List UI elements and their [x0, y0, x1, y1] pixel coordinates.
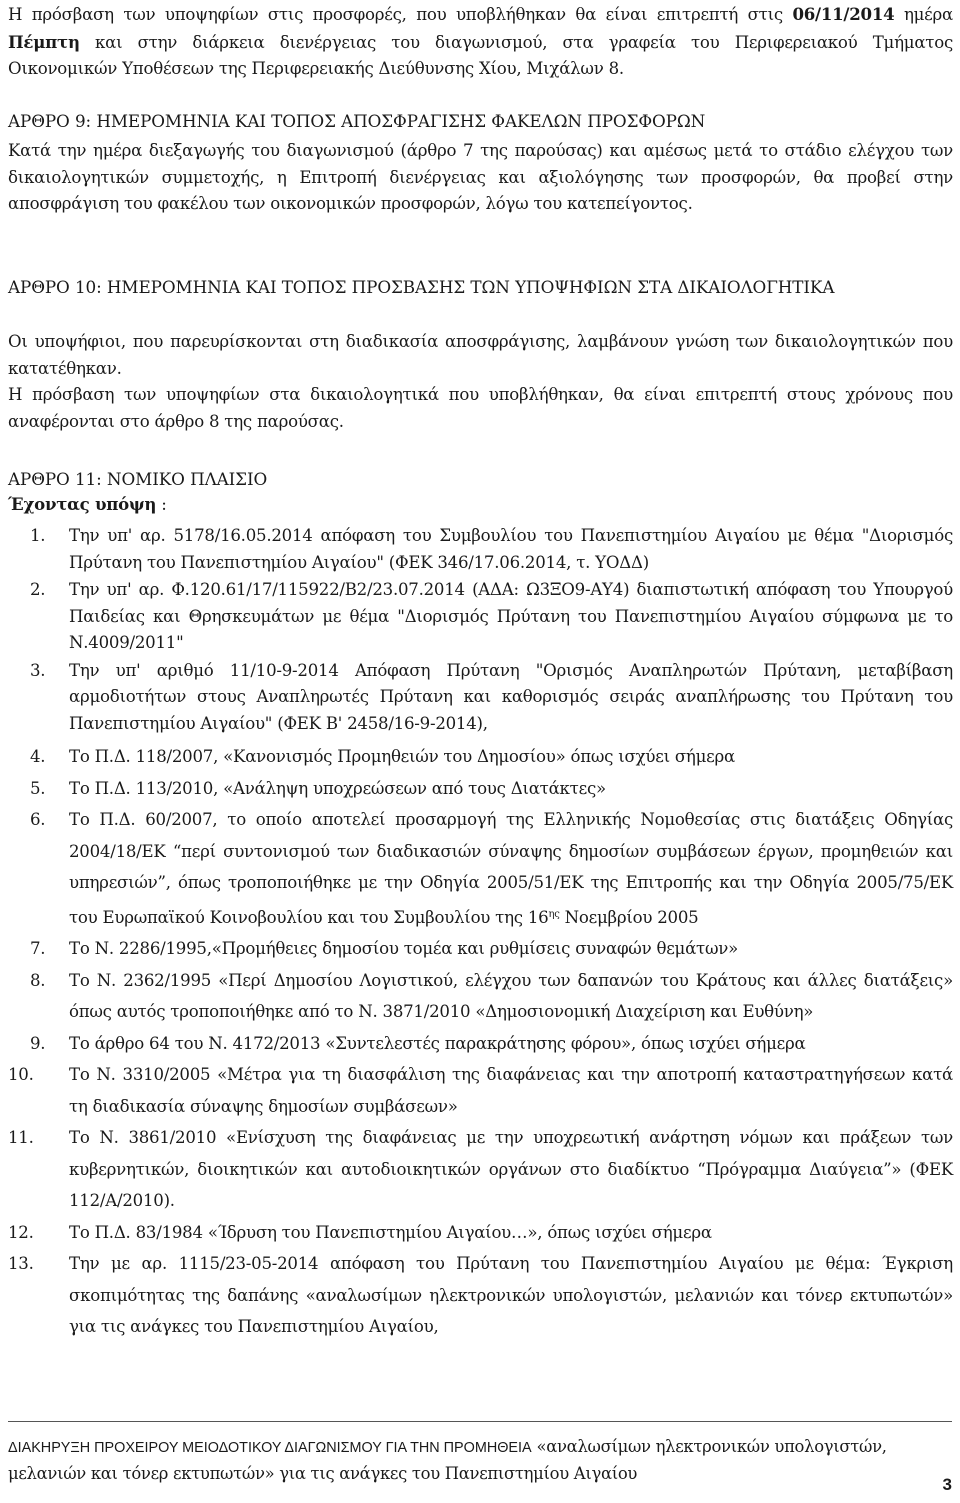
item-number: 7. — [30, 939, 46, 958]
item-text: Το Π.Δ. 118/2007, «Κανονισμός Προμηθειών του Δημοσίου» όπως ισχύει σήμερα — [69, 747, 735, 766]
item-number: 2. — [30, 580, 46, 599]
footer-title: ΔΙΑΚΗΡΥΞΗ ΠΡΟΧΕΙΡΟΥ ΜΕΙΟΔΟΤΙΚΟΥ ΔΙΑΓΩΝΙΣΜΟΥ ΓΙΑ ΤΗΝ ΠΡΟΜΗΘΕΙΑ — [8, 1440, 532, 1456]
item-text: Το Ν. 3861/2010 «Ενίσχυση της διαφάνειας με την υποχρεωτική ανάρτηση νόμων και πράξεων των κυβερνητικών, διοικητικών και αυτοδιοικητικών οργάνων στο διαδίκτυο “Πρόγραμμα Διαύγεια”» (ΦΕΚ 112/Α/2010). — [69, 1128, 953, 1210]
article10-text1: Οι υποψήφιοι, που παρευρίσκονται στη διαδικασία αποσφράγισης, λαμβάνουν γνώση των δικαιολογητικών που κατατέθηκαν. — [8, 332, 953, 378]
access-date: 06/11/2014 — [792, 4, 895, 24]
article11-heading: ΑΡΘΡΟ 11: ΝΟΜΙΚΟ ΠΛΑΙΣΙΟ — [8, 469, 268, 489]
list-item — [8, 965, 953, 1028]
article9-text: Κατά την ημέρα διεξαγωγής του διαγωνισμού (άρθρο 7 της παρούσας) και αμέσως μετά το στάδιο ελέγχου των δικαιολογητικών συμμετοχής, η Επιτροπή διενέργειας και αξιολόγησης των προσφορών, θα προβεί στην αποσφράγιση του φακέλου των οικονομικών προσφορών, λόγω του κατεπείγοντος. — [8, 141, 953, 214]
article10-heading: ΑΡΘΡΟ 10: ΗΜΕΡΟΜΗΝΙΑ ΚΑΙ ΤΟΠΟΣ ΠΡΟΣΒΑΣΗΣ ΤΩΝ ΥΠΟΨΗΦΙΩΝ ΣΤΑ ΔΙΚΑΙΟΛΟΓΗΤΙΚΑ — [8, 277, 835, 297]
intro-text-mid: ημέρα — [894, 5, 953, 24]
article11-lead — [8, 491, 953, 519]
item-text: Το Ν. 2362/1995 «Περί Δημοσίου Λογιστικού, ελέγχου των δαπανών του Κράτους και άλλες διατάξεις» όπως αυτός τροποποιήθηκε από το Ν. 3871/2010 «Δημοσιονομική Διαχείριση και Ευθύνη» — [69, 970, 953, 1021]
item-number: 9. — [30, 1033, 46, 1053]
article10-text2: Η πρόσβαση των υποψηφίων στα δικαιολογητικά που υποβλήθηκαν, θα είναι επιτρεπτή στους χρόνους που αναφέρονται στο άρθρο 8 της παρούσας. — [8, 385, 953, 431]
item-number: 3. — [30, 660, 46, 680]
legal-list-a — [8, 523, 953, 737]
item-number: 10. — [8, 1065, 34, 1084]
page-footer — [8, 1434, 953, 1486]
page-number: 3 — [942, 1475, 952, 1494]
intro-text-end: και στην διάρκεια διενέργειας του διαγωνισμού, στα γραφεία του Περιφερειακού Τμήματος Οικονομικών Υποθέσεων της Περιφερειακής Διεύθυνσης Χίου, Μιχάλων 8. — [8, 32, 953, 79]
item-number: 12. — [8, 1222, 34, 1242]
item-number: 13. — [8, 1254, 34, 1273]
list-item — [8, 1059, 953, 1122]
item-text: Το Π.Δ. 113/2010, «Ανάληψη υποχρεώσεων από τους Διατάκτες» — [69, 778, 606, 798]
legal-list-b — [8, 741, 953, 1343]
item-text: Το Ν. 2286/1995,«Προμήθειες δημοσίου τομέα και ρυθμίσεις συναφών θεμάτων» — [69, 939, 738, 958]
item-number: 11. — [8, 1128, 34, 1147]
list-item — [8, 1217, 953, 1249]
item-text: Το άρθρο 64 του Ν. 4172/2013 «Συντελεστές παρακράτησης φόρου», όπως ισχύει σήμερα — [69, 1033, 806, 1053]
item-number: 6. — [30, 810, 46, 829]
lead-text: Έχοντας υπόψη — [8, 494, 157, 514]
item-text: Την υπ' αρ. 5178/16.05.2014 απόφαση του Συμβουλίου του Πανεπιστημίου Αιγαίου με θέμα "Διορισμός Πρύτανη του Πανεπιστημίου Αιγαίου" (ΦΕΚ 346/17.06.2014, τ. ΥΟΔΔ) — [69, 526, 953, 572]
item-text-tail: Νοεμβρίου 2005 — [559, 907, 699, 927]
footer-subject: «αναλωσίμων ηλεκτρονικών υπολογιστών, μελανιών και τόνερ εκτυπωτών» για τις ανάγκες του Πανεπιστημίου Αιγαίου — [8, 1437, 887, 1483]
item-text: Την υπ' αρ. Φ.120.61/17/115922/Β2/23.07.2014 (ΑΔΑ: Ω3ΞΟ9-ΑΥ4) διαπιστωτική απόφαση του Υπουργού Παιδείας και Θρησκευμάτων με θέμα "Διορισμός Πρύτανη του Πανεπιστημίου Αιγαίου σύμφωνα με το Ν.4009/2011" — [69, 580, 953, 652]
item-text: Το Π.Δ. 83/1984 «Ίδρυση του Πανεπιστημίου Αιγαίου…», όπως ισχύει σήμερα — [69, 1222, 712, 1242]
access-day: Πέμπτη — [8, 31, 80, 52]
item-text: Την με αρ. 1115/23-05-2014 απόφαση του Πρύτανη του Πανεπιστημίου Αιγαίου με θέμα: Έγκριση σκοπιμότητας της δαπάνης «αναλωσίμων ηλεκτρονικών υπολογιστών, μελανιών και τόνερ εκτυπωτών» για τις ανάγκες του Πανεπιστημίου Αιγαίου, — [69, 1254, 953, 1336]
list-item — [8, 773, 953, 805]
item-number: 8. — [30, 970, 46, 990]
item-text: Την υπ' αριθμό 11/10-9-2014 Απόφαση Πρύτανη "Ορισμός Αναπληρωτών Πρύτανη, μεταβίβαση αρμοδιοτήτων στους Αναπληρωτές Πρύτανη και καθορισμός σειράς αναπλήρωσης του Πρύτανη του Πανεπιστημίου Αιγαίου" (ΦΕΚ Β' 2458/16-9-2014), — [69, 660, 953, 733]
item-number: 1. — [30, 526, 46, 545]
list-item — [8, 804, 953, 933]
footer-divider — [8, 1421, 952, 1422]
list-item — [8, 658, 953, 738]
list-item — [8, 1028, 953, 1060]
item-number: 4. — [30, 747, 46, 766]
intro-text-start: Η πρόσβαση των υποψηφίων στις προσφορές, που υποβλήθηκαν θα είναι επιτρεπτή στις — [8, 5, 793, 24]
intro-paragraph — [8, 1, 953, 83]
lead-suffix: : — [156, 495, 167, 514]
list-item — [8, 1248, 953, 1343]
list-item — [8, 1122, 953, 1217]
list-item — [8, 523, 953, 576]
list-item — [8, 577, 953, 657]
article9-heading: ΑΡΘΡΟ 9: ΗΜΕΡΟΜΗΝΙΑ ΚΑΙ ΤΟΠΟΣ ΑΠΟΣΦΡΑΓΙΣΗΣ ΦΑΚΕΛΩΝ ΠΡΟΣΦΟΡΩΝ — [8, 111, 706, 131]
item-number: 5. — [30, 778, 46, 798]
list-item — [8, 933, 953, 965]
list-item — [8, 741, 953, 773]
item-superscript: ης — [548, 908, 560, 920]
item-text: Το Ν. 3310/2005 «Μέτρα για τη διασφάλιση της διαφάνειας και την αποτροπή καταστρατηγήσεων κατά τη διαδικασία σύναψης δημοσίων συμβάσεων» — [69, 1065, 953, 1116]
item-text: Το Π.Δ. 60/2007, το οποίο αποτελεί προσαρμογή της Ελληνικής Νομοθεσίας στις διατάξεις Οδηγίας 2004/18/ΕΚ “περί συντονισμού των διαδικασιών σύναψης δημοσίων συμβάσεων έργων, προμηθειών και υπηρεσιών”, όπως τροποποιήθηκε με την Οδηγία 2005/51/ΕΚ της Επιτροπής και την Οδηγία 2005/75/ΕΚ του Ευρωπαϊκού Κοινοβουλίου και του Συμβουλίου της 16 — [69, 810, 953, 927]
